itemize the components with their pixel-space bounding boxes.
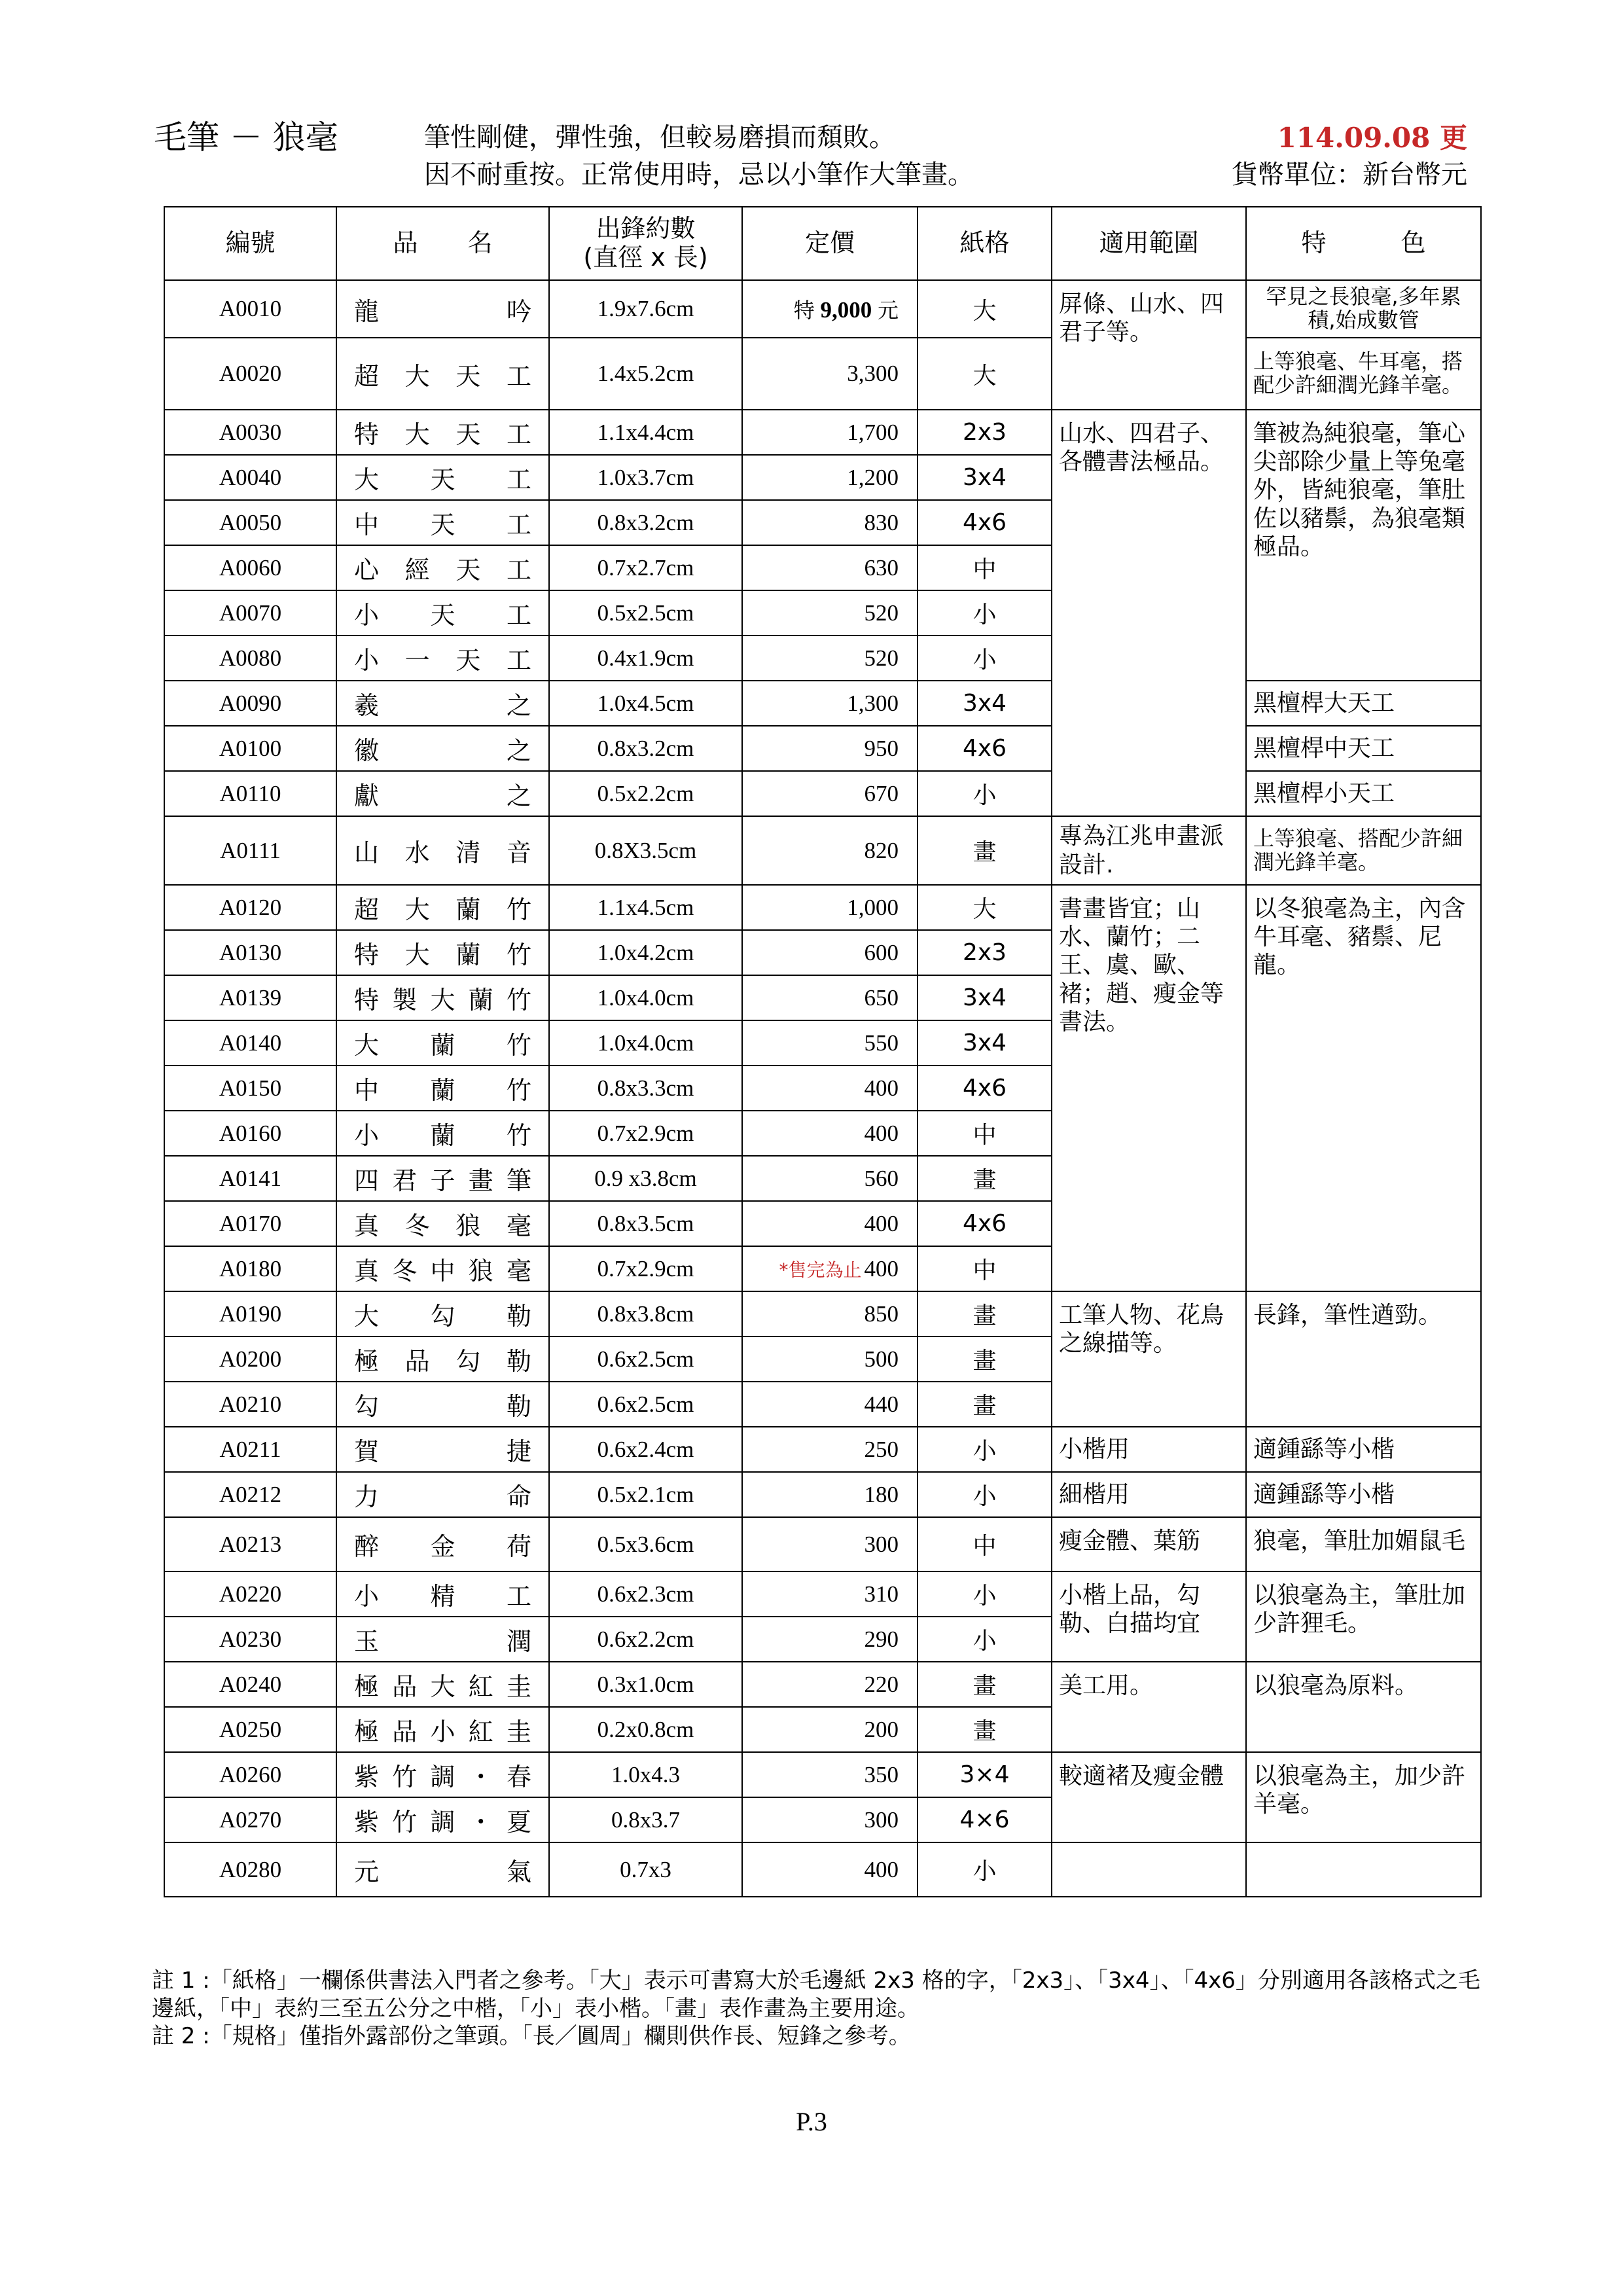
- item-paper-grid: 大: [918, 885, 1052, 930]
- note-2: 註 2 :「規格」僅指外露部份之筆頭。「長／圓周」欄則供作長、短鋒之參考。: [152, 2023, 911, 2049]
- item-paper-grid: 4x6: [918, 500, 1052, 545]
- item-name: 超大天工: [336, 338, 549, 410]
- item-feature: 適鍾繇等小楷: [1246, 1472, 1481, 1517]
- item-size: 0.5x2.2cm: [549, 771, 742, 816]
- item-size: 0.5x3.6cm: [549, 1517, 742, 1571]
- item-application: 細楷用: [1052, 1472, 1246, 1517]
- item-size: 0.3x1.0cm: [549, 1662, 742, 1707]
- item-paper-grid: 3x4: [918, 681, 1052, 726]
- item-size: 0.9 x3.8cm: [549, 1156, 742, 1201]
- item-code: A0140: [164, 1020, 336, 1066]
- item-paper-grid: 中: [918, 1246, 1052, 1291]
- item-name: 特製大蘭竹: [336, 975, 549, 1020]
- item-application: 書畫皆宜；山水、蘭竹；二王、虞、歐、褚；趙、瘦金等書法。: [1052, 885, 1246, 1291]
- sold-out-note: *售完為止: [779, 1259, 862, 1281]
- item-size: 0.7x3: [549, 1842, 742, 1897]
- price-value: 500: [864, 1346, 899, 1372]
- price-value: 440: [864, 1391, 899, 1417]
- item-code: A0211: [164, 1427, 336, 1472]
- item-feature: 黑檀桿中天工: [1246, 726, 1481, 771]
- item-name: 極品小紅圭: [336, 1707, 549, 1752]
- item-name: 大勾勒: [336, 1291, 549, 1336]
- item-size: 1.0x3.7cm: [549, 455, 742, 500]
- item-name: 真冬中狼毫: [336, 1246, 549, 1291]
- item-feature: 罕見之長狼毫,多年累積,始成數管: [1246, 280, 1481, 338]
- item-paper-grid: 小: [918, 1571, 1052, 1617]
- item-name: 醉金荷: [336, 1517, 549, 1571]
- item-name: 羲之: [336, 681, 549, 726]
- price-value: 1,200: [847, 464, 899, 490]
- item-price: [742, 338, 918, 410]
- item-size: 1.4x5.2cm: [549, 338, 742, 410]
- price-value: 290: [864, 1626, 899, 1652]
- price-value: 300: [864, 1806, 899, 1833]
- price-value: 310: [864, 1581, 899, 1607]
- table-row: [164, 1517, 1481, 1571]
- price-prefix: 特: [793, 298, 815, 323]
- item-feature: 黑檀桿小天工: [1246, 771, 1481, 816]
- item-code: A0080: [164, 636, 336, 681]
- item-size: 1.0x4.3: [549, 1752, 742, 1797]
- item-feature: 以狼毫為主，筆肚加少許狸毛。: [1246, 1571, 1481, 1662]
- description-line-2: 因不耐重按。正常使用時，忌以小筆作大筆畫。: [424, 160, 974, 190]
- item-application: 山水、四君子、各體書法極品。: [1052, 410, 1246, 816]
- table-row: [164, 280, 1481, 338]
- price-value: 400: [864, 1255, 899, 1282]
- price-value: 950: [864, 735, 899, 761]
- item-feature: 以狼毫為主，加少許羊毫。: [1246, 1752, 1481, 1842]
- item-price: [742, 280, 918, 338]
- item-code: A0213: [164, 1517, 336, 1571]
- item-name: 元氣: [336, 1842, 549, 1897]
- item-name: 龍吟: [336, 280, 549, 338]
- item-feature: 黑檀桿大天工: [1246, 681, 1481, 726]
- item-name: 小天工: [336, 590, 549, 636]
- item-size: 1.0x4.5cm: [549, 681, 742, 726]
- price-value: 1,300: [847, 690, 899, 716]
- table-row: [164, 1662, 1481, 1707]
- price-value: 400: [864, 1856, 899, 1882]
- item-application: 美工用。: [1052, 1662, 1246, 1752]
- item-name: 獻之: [336, 771, 549, 816]
- table-row: [164, 726, 1481, 771]
- item-paper-grid: 3x4: [918, 1020, 1052, 1066]
- item-price: [742, 1797, 918, 1842]
- item-code: A0111: [164, 816, 336, 885]
- item-price: [742, 1427, 918, 1472]
- item-code: A0060: [164, 545, 336, 590]
- item-price: [742, 590, 918, 636]
- item-code: A0130: [164, 930, 336, 975]
- table-row: [164, 771, 1481, 816]
- item-size: 0.6x2.5cm: [549, 1336, 742, 1382]
- item-code: A0050: [164, 500, 336, 545]
- item-code: A0180: [164, 1246, 336, 1291]
- item-price: [742, 1066, 918, 1111]
- item-price: [742, 1382, 918, 1427]
- table-row: [164, 681, 1481, 726]
- item-size: 0.6x2.4cm: [549, 1427, 742, 1472]
- item-paper-grid: 小: [918, 1842, 1052, 1897]
- item-price: [742, 455, 918, 500]
- item-code: A0260: [164, 1752, 336, 1797]
- price-value: 550: [864, 1030, 899, 1056]
- price-value: 3,300: [847, 361, 899, 386]
- item-size: 0.6x2.2cm: [549, 1617, 742, 1662]
- item-paper-grid: 畫: [918, 1662, 1052, 1707]
- item-price: [742, 771, 918, 816]
- header-size: [549, 207, 742, 280]
- item-size: 1.0x4.0cm: [549, 975, 742, 1020]
- price-value: 180: [864, 1481, 899, 1507]
- item-name: 玉潤: [336, 1617, 549, 1662]
- table-row: [164, 1427, 1481, 1472]
- item-size: 0.6x2.3cm: [549, 1571, 742, 1617]
- item-code: A0110: [164, 771, 336, 816]
- item-paper-grid: 小: [918, 1472, 1052, 1517]
- item-price: [742, 1246, 918, 1291]
- header-size-line1: 出鋒約數: [596, 214, 696, 243]
- item-application: [1052, 1842, 1246, 1897]
- header-feature: 特 色: [1246, 207, 1481, 280]
- item-price: [742, 1617, 918, 1662]
- item-name: 特大蘭竹: [336, 930, 549, 975]
- item-price: [742, 500, 918, 545]
- item-paper-grid: 4x6: [918, 1201, 1052, 1246]
- item-paper-grid: 小: [918, 590, 1052, 636]
- price-value: 560: [864, 1165, 899, 1191]
- item-code: A0090: [164, 681, 336, 726]
- item-price: [742, 410, 918, 455]
- price-value: 400: [864, 1120, 899, 1146]
- table-row: [164, 1291, 1481, 1336]
- item-feature: 以狼毫為原料。: [1246, 1662, 1481, 1752]
- item-paper-grid: 中: [918, 1111, 1052, 1156]
- footnotes: [152, 1967, 1487, 2051]
- item-name: 賀捷: [336, 1427, 549, 1472]
- item-price: [742, 636, 918, 681]
- table-row: [164, 1571, 1481, 1617]
- item-paper-grid: 4x6: [918, 726, 1052, 771]
- item-name: 極品勾勒: [336, 1336, 549, 1382]
- table-row: [164, 1752, 1481, 1797]
- item-paper-grid: 小: [918, 771, 1052, 816]
- table-row: [164, 410, 1481, 455]
- note-1: 註 1 :「紙格」一欄係供書法入門者之參考。「大」表示可書寫大於毛邊紙 2x3 格的字，「2x3」、「3x4」、「4x6」分別適用各該格式之毛邊紙，「中」表約三至五公分之中楷，「小」表小楷。「畫」表作畫為主要用途。: [152, 1967, 1480, 2022]
- item-name: 小蘭竹: [336, 1111, 549, 1156]
- item-paper-grid: 畫: [918, 1382, 1052, 1427]
- item-name: 力命: [336, 1472, 549, 1517]
- item-price: [742, 930, 918, 975]
- item-paper-grid: 小: [918, 636, 1052, 681]
- item-price: [742, 1020, 918, 1066]
- item-name: 山水清音: [336, 816, 549, 885]
- header-size-line2: (直徑 x 長): [583, 243, 708, 272]
- price-value: 200: [864, 1716, 899, 1742]
- item-price: [742, 1156, 918, 1201]
- item-size: 0.8X3.5cm: [549, 816, 742, 885]
- item-size: 1.1x4.5cm: [549, 885, 742, 930]
- price-value: 300: [864, 1531, 899, 1557]
- item-code: A0212: [164, 1472, 336, 1517]
- item-paper-grid: 3x4: [918, 455, 1052, 500]
- currency-unit: 貨幣單位：新台幣元: [1232, 160, 1467, 190]
- price-value: 1,700: [847, 419, 899, 445]
- item-name: 大蘭竹: [336, 1020, 549, 1066]
- item-code: A0230: [164, 1617, 336, 1662]
- item-code: A0139: [164, 975, 336, 1020]
- item-paper-grid: 畫: [918, 1156, 1052, 1201]
- item-size: 0.4x1.9cm: [549, 636, 742, 681]
- item-price: [742, 681, 918, 726]
- item-price: [742, 1752, 918, 1797]
- item-name: 特大天工: [336, 410, 549, 455]
- item-code: A0070: [164, 590, 336, 636]
- item-feature: 上等狼毫、牛耳毫，搭配少許細潤光鋒羊毫。: [1246, 338, 1481, 410]
- price-value: 400: [864, 1075, 899, 1101]
- item-size: 0.8x3.2cm: [549, 500, 742, 545]
- item-feature: 適鍾繇等小楷: [1246, 1427, 1481, 1472]
- item-feature: 狼毫，筆肚加媚鼠毛: [1246, 1517, 1481, 1571]
- table-row: [164, 1842, 1481, 1897]
- header-price: 定價: [742, 207, 918, 280]
- item-application: 瘦金體、葉筋: [1052, 1517, 1246, 1571]
- table-body: [164, 280, 1481, 1897]
- item-name: 大天工: [336, 455, 549, 500]
- price-value: 850: [864, 1300, 899, 1327]
- item-name: 四君子畫筆: [336, 1156, 549, 1201]
- item-price: [742, 1842, 918, 1897]
- item-code: A0100: [164, 726, 336, 771]
- header-application: 適用範圍: [1052, 207, 1246, 280]
- item-price: [742, 1707, 918, 1752]
- item-name: 真冬狼毫: [336, 1201, 549, 1246]
- item-application: 屏條、山水、四君子等。: [1052, 280, 1246, 410]
- item-size: 0.7x2.9cm: [549, 1246, 742, 1291]
- table-row: [164, 885, 1481, 930]
- price-value: 400: [864, 1210, 899, 1236]
- item-code: A0210: [164, 1382, 336, 1427]
- item-name: 中蘭竹: [336, 1066, 549, 1111]
- item-paper-grid: 中: [918, 1517, 1052, 1571]
- item-size: 0.5x2.1cm: [549, 1472, 742, 1517]
- item-code: A0030: [164, 410, 336, 455]
- item-size: 1.0x4.0cm: [549, 1020, 742, 1066]
- update-date: 114.09.08 更: [1277, 122, 1467, 154]
- item-code: A0160: [164, 1111, 336, 1156]
- price-value: 600: [864, 939, 899, 965]
- table-row: [164, 338, 1481, 410]
- item-paper-grid: 畫: [918, 816, 1052, 885]
- item-code: A0250: [164, 1707, 336, 1752]
- price-table: [164, 206, 1482, 1897]
- item-paper-grid: 中: [918, 545, 1052, 590]
- item-paper-grid: 大: [918, 338, 1052, 410]
- item-name: 紫竹調・春: [336, 1752, 549, 1797]
- item-price: [742, 885, 918, 930]
- item-price: [742, 1201, 918, 1246]
- item-paper-grid: 4×6: [918, 1797, 1052, 1842]
- item-code: A0280: [164, 1842, 336, 1897]
- item-name: 勾勒: [336, 1382, 549, 1427]
- item-code: A0010: [164, 280, 336, 338]
- item-name: 小一天工: [336, 636, 549, 681]
- item-size: 1.1x4.4cm: [549, 410, 742, 455]
- item-code: A0040: [164, 455, 336, 500]
- price-value: 350: [864, 1761, 899, 1787]
- item-price: [742, 1571, 918, 1617]
- page-number: P.3: [796, 2107, 827, 2136]
- item-size: 0.8x3.3cm: [549, 1066, 742, 1111]
- item-size: 0.5x2.5cm: [549, 590, 742, 636]
- item-size: 0.8x3.2cm: [549, 726, 742, 771]
- item-feature: 筆被為純狼毫，筆心尖部除少量上等兔毫外，皆純狼毫，筆肚佐以豬鬃，為狼毫類極品。: [1246, 410, 1481, 681]
- item-price: [742, 1517, 918, 1571]
- price-value: 1,000: [847, 894, 899, 920]
- item-name: 心經天工: [336, 545, 549, 590]
- item-paper-grid: 大: [918, 280, 1052, 338]
- price-value: 9,000: [820, 297, 872, 323]
- item-code: A0120: [164, 885, 336, 930]
- item-code: A0220: [164, 1571, 336, 1617]
- item-code: A0190: [164, 1291, 336, 1336]
- price-suffix: 元: [877, 298, 899, 323]
- item-price: [742, 1472, 918, 1517]
- item-size: 0.8x3.7: [549, 1797, 742, 1842]
- item-size: 0.2x0.8cm: [549, 1707, 742, 1752]
- item-name: 中天工: [336, 500, 549, 545]
- item-name: 超大蘭竹: [336, 885, 549, 930]
- price-value: 650: [864, 984, 899, 1011]
- price-value: 830: [864, 509, 899, 535]
- item-size: 0.7x2.7cm: [549, 545, 742, 590]
- item-application: 專為江兆申畫派設計.: [1052, 816, 1246, 885]
- header-paper: 紙格: [918, 207, 1052, 280]
- item-name: 紫竹調・夏: [336, 1797, 549, 1842]
- item-application: 工筆人物、花鳥之線描等。: [1052, 1291, 1246, 1427]
- price-value: 520: [864, 600, 899, 626]
- item-name: 徽之: [336, 726, 549, 771]
- price-value: 220: [864, 1671, 899, 1697]
- item-size: 0.7x2.9cm: [549, 1111, 742, 1156]
- item-code: A0240: [164, 1662, 336, 1707]
- price-value: 820: [864, 837, 899, 863]
- item-size: 1.0x4.2cm: [549, 930, 742, 975]
- table-header-row: [164, 207, 1481, 280]
- page-title: 毛筆 － 狼毫: [154, 118, 338, 156]
- item-price: [742, 545, 918, 590]
- header-name: 品 名: [336, 207, 549, 280]
- item-paper-grid: 小: [918, 1617, 1052, 1662]
- item-paper-grid: 4x6: [918, 1066, 1052, 1111]
- item-paper-grid: 小: [918, 1427, 1052, 1472]
- item-price: [742, 1291, 918, 1336]
- table-row: [164, 816, 1481, 885]
- item-paper-grid: 畫: [918, 1707, 1052, 1752]
- item-paper-grid: 2x3: [918, 410, 1052, 455]
- item-price: [742, 975, 918, 1020]
- item-paper-grid: 畫: [918, 1336, 1052, 1382]
- item-feature: 長鋒，筆性遒勁。: [1246, 1291, 1481, 1427]
- table-row: [164, 1472, 1481, 1517]
- item-size: 0.8x3.8cm: [549, 1291, 742, 1336]
- item-paper-grid: 2x3: [918, 930, 1052, 975]
- item-name: 小精工: [336, 1571, 549, 1617]
- item-code: A0020: [164, 338, 336, 410]
- price-value: 630: [864, 554, 899, 581]
- price-value: 250: [864, 1436, 899, 1462]
- item-feature: 以冬狼毫為主，內含牛耳毫、豬鬃、尼龍。: [1246, 885, 1481, 1291]
- item-price: [742, 1662, 918, 1707]
- item-code: A0170: [164, 1201, 336, 1246]
- item-price: [742, 816, 918, 885]
- item-price: [742, 1336, 918, 1382]
- header-code: 編號: [164, 207, 336, 280]
- item-size: 0.6x2.5cm: [549, 1382, 742, 1427]
- item-size: 0.8x3.5cm: [549, 1201, 742, 1246]
- item-application: 較適褚及瘦金體: [1052, 1752, 1246, 1842]
- item-paper-grid: 3x4: [918, 975, 1052, 1020]
- item-code: A0141: [164, 1156, 336, 1201]
- item-feature: 上等狼毫、搭配少許細潤光鋒羊毫。: [1246, 816, 1481, 885]
- item-application: 小楷上品，勾勒、白描均宜: [1052, 1571, 1246, 1662]
- item-paper-grid: 3×4: [918, 1752, 1052, 1797]
- price-value: 520: [864, 645, 899, 671]
- item-feature: [1246, 1842, 1481, 1897]
- item-code: A0150: [164, 1066, 336, 1111]
- item-name: 極品大紅圭: [336, 1662, 549, 1707]
- item-code: A0200: [164, 1336, 336, 1382]
- price-value: 670: [864, 780, 899, 806]
- description-line-1: 筆性剛健，彈性強，但較易磨損而頹敗。: [424, 122, 895, 152]
- item-paper-grid: 畫: [918, 1291, 1052, 1336]
- item-size: 1.9x7.6cm: [549, 280, 742, 338]
- item-price: [742, 726, 918, 771]
- item-code: A0270: [164, 1797, 336, 1842]
- item-price: [742, 1111, 918, 1156]
- item-application: 小楷用: [1052, 1427, 1246, 1472]
